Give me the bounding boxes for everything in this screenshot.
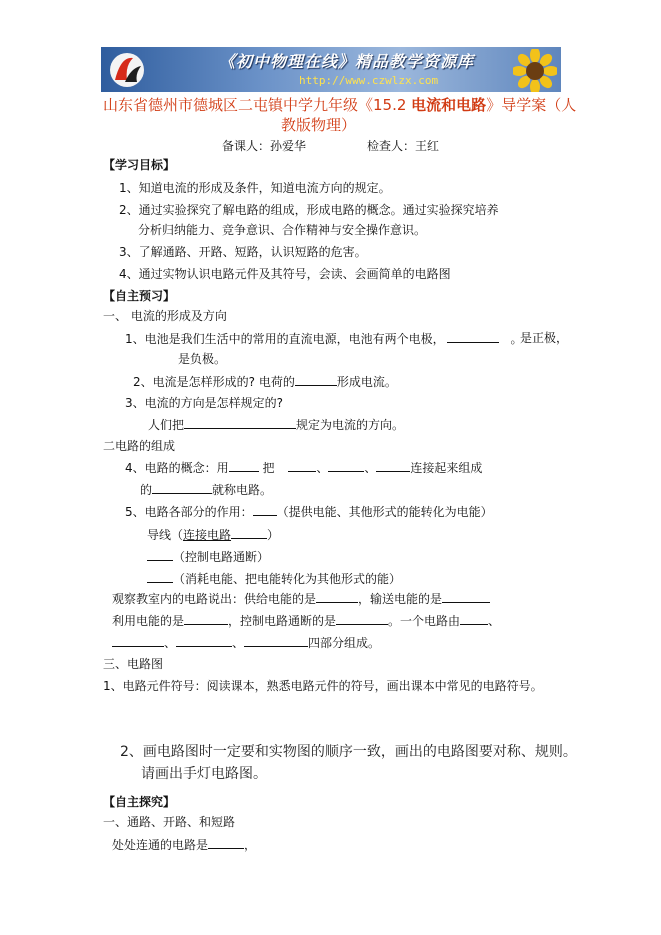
sunflower-icon xyxy=(513,49,557,92)
diagram-item-1: 1、电路元件符号：阅读课本，熟悉电路元件的符号，画出课本中常见的电路符号。 xyxy=(103,679,543,693)
blank-field[interactable] xyxy=(253,504,277,516)
q4-sep: 、 xyxy=(316,461,329,475)
goals-header: 【学习目标】 xyxy=(103,158,176,172)
q1-positive: 是正极， xyxy=(520,331,569,345)
blank-field[interactable] xyxy=(184,417,296,429)
observe-line-2 xyxy=(112,613,500,628)
blank-field[interactable] xyxy=(176,635,232,647)
blank-field[interactable] xyxy=(447,331,499,343)
diagram-item-2: 2、画电路图时一定要和实物图的顺序一致，画出的电路图要对称、规则。 xyxy=(120,744,577,760)
obs-text: 、 xyxy=(232,636,245,650)
q5-text: 5、电路各部分的作用： xyxy=(125,505,253,519)
explore-question-1 xyxy=(112,837,256,852)
title-pre: 山东省德州市德城区二屯镇中学九年级《15.2 xyxy=(103,96,412,114)
blank-field[interactable] xyxy=(147,571,173,583)
explore-text: 处处连通的电路是 xyxy=(112,838,209,852)
q3-tail: 规定为电流的方向。 xyxy=(296,418,405,432)
blank-field[interactable] xyxy=(442,591,490,603)
q4-text: 把 xyxy=(262,461,275,475)
goal-item: 3、了解通路、开路、短路，认识短路的危害。 xyxy=(119,245,367,259)
q5-wire xyxy=(147,527,279,542)
q1-negative: 是负极。 xyxy=(178,352,227,366)
header-banner xyxy=(101,47,561,92)
diagram-item-2-cont: 请画出手灯电路图。 xyxy=(141,766,267,782)
obs-text: 四部分组成。 xyxy=(308,636,381,650)
q5-switch xyxy=(147,549,269,564)
title-bold: 电流和电路 xyxy=(411,96,487,114)
q2-text: 2、电流是怎样形成的? 电荷的 xyxy=(133,375,295,389)
title-post: 》导学案（人 xyxy=(486,96,577,114)
obs-text: 利用电能的是 xyxy=(112,614,185,628)
blank-field[interactable] xyxy=(112,635,164,647)
blank-field[interactable] xyxy=(460,613,488,625)
checked-by: 检查人：王红 xyxy=(367,139,440,153)
blank-field[interactable] xyxy=(328,460,364,472)
q5-text: ） xyxy=(267,528,280,542)
logo-icon xyxy=(107,50,147,90)
q5-text: （提供电能、其他形式的能转化为电能） xyxy=(276,505,493,519)
q4-tail: 就称电路。 xyxy=(212,483,273,497)
obs-text: 。一个电路由 xyxy=(388,614,461,628)
q4-text: 4、电路的概念：用 xyxy=(125,461,229,475)
question-2 xyxy=(133,374,397,389)
blank-field[interactable] xyxy=(208,837,244,849)
blank-field[interactable] xyxy=(316,591,358,603)
q5-load xyxy=(147,571,401,586)
prepared-by: 备课人：孙爱华 xyxy=(222,139,307,153)
q4-sep: 、 xyxy=(364,461,377,475)
question-4 xyxy=(125,460,482,475)
blank-field[interactable] xyxy=(244,635,308,647)
goal-item: 分析归纳能力、竞争意识、合作精神与安全操作意识。 xyxy=(138,223,427,237)
goal-item: 4、通过实物认识电路元件及其符号，会读、会画简单的电路图 xyxy=(119,267,451,281)
question-5 xyxy=(125,504,493,519)
page-title-line2: 教版物理） xyxy=(281,116,357,134)
question-3-answer xyxy=(148,417,404,432)
blank-field[interactable] xyxy=(231,527,267,539)
obs-text: 观察教室内的电路说出：供给电能的是 xyxy=(112,592,317,606)
blank-field[interactable] xyxy=(184,613,228,625)
banner-url: http://www.czwlzx.com xyxy=(299,74,439,87)
q5-text: （消耗电能、把电能转化为其他形式的能） xyxy=(173,572,402,586)
blank-field[interactable] xyxy=(336,613,388,625)
blank-field[interactable] xyxy=(147,549,173,561)
q5-text: （控制电路通断） xyxy=(173,550,270,564)
explore-header: 【自主探究】 xyxy=(103,795,176,809)
blank-field[interactable] xyxy=(288,460,316,472)
q5-answer: 连接电路 xyxy=(183,528,232,542)
obs-text: 、 xyxy=(164,636,177,650)
question-3: 3、电流的方向是怎样规定的? xyxy=(125,396,284,410)
section-heading: 二电路的组成 xyxy=(103,439,176,453)
question-1 xyxy=(125,331,522,346)
goal-item: 2、通过实验探究了解电路的组成，形成电路的概念。通过实验探究培养 xyxy=(119,203,499,217)
section-heading: 一、通路、开路、和短路 xyxy=(103,815,236,829)
obs-text: 、 xyxy=(488,614,501,628)
question-4-cont xyxy=(140,482,272,497)
explore-text: ， xyxy=(244,838,257,852)
observe-line-3 xyxy=(112,635,380,650)
section-heading: 三、电路图 xyxy=(103,657,164,671)
blank-field[interactable] xyxy=(152,482,212,494)
blank-field[interactable] xyxy=(229,460,259,472)
banner-title: 《初中物理在线》精品教学资源库 xyxy=(219,52,475,71)
section-heading: 一、 电流的形成及方向 xyxy=(103,309,227,323)
blank-field[interactable] xyxy=(295,374,337,386)
q4-text: 的 xyxy=(140,483,153,497)
q5-text: 导线（ xyxy=(147,528,184,542)
page-title xyxy=(103,96,576,114)
obs-text: ，输送电能的是 xyxy=(358,592,443,606)
preview-header: 【自主预习】 xyxy=(103,289,176,303)
blank-field[interactable] xyxy=(376,460,410,472)
observe-line-1 xyxy=(112,591,490,606)
goal-item: 1、知道电流的形成及条件，知道电流方向的规定。 xyxy=(119,181,391,195)
q1-text: 1、电池是我们生活中的常用的直流电源，电池有两个电极， xyxy=(125,332,445,346)
q1-period: 。 xyxy=(510,332,523,346)
q3-text: 人们把 xyxy=(148,418,185,432)
q4-tail: 连接起来组成 xyxy=(410,461,483,475)
q2-tail: 形成电流。 xyxy=(336,375,397,389)
obs-text: ，控制电路通断的是 xyxy=(228,614,337,628)
